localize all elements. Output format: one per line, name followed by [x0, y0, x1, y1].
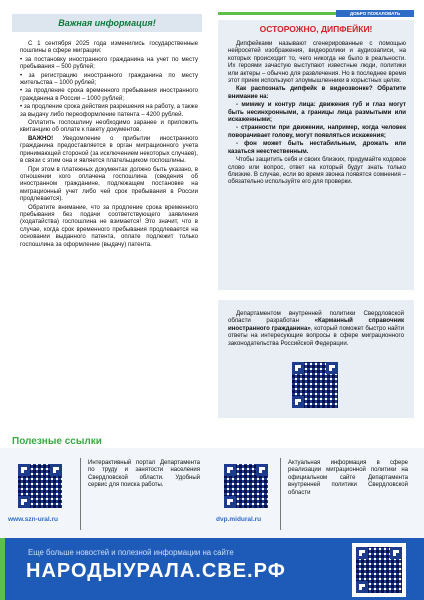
dvp-qr-code[interactable] [224, 464, 268, 508]
deepfake-question: Как распознать дипфейк в видеозвонке? Обратите внимание на: [228, 85, 406, 100]
deepfake-sign-2: - странности при движении, например, когда человек поворачивает голову, могут появляться искажения; [228, 124, 406, 139]
handbook-title: «Карманный справочник иностранного гражданина» [228, 317, 404, 332]
footer-subtitle: Еще больше новостей и полезной информации на сайте [28, 548, 234, 557]
fee-item-1: • за постановку иностранного гражданина на учет по месту пребывания – 500 рублей; [20, 55, 198, 71]
handbook-qr-code[interactable] [292, 362, 338, 408]
footer-site-link[interactable]: НАРОДЫУРАЛА.СВЕ.РФ [26, 560, 286, 582]
szn-description: Интерактивный портал Департамента по труду и занятости населения Свердловской области. Удобный сервис для поиска работы. [88, 460, 200, 489]
szn-url-link[interactable]: www.szn-ural.ru [8, 516, 58, 523]
dvp-description: Актуальная информация в сфере реализации миграционной политики на официальном сайте Департамента внутренней политики Свердловской области [288, 460, 408, 496]
divider-2 [280, 458, 281, 530]
useful-links-heading: Полезные ссылки [12, 436, 102, 447]
fee-item-4: • за продление срока действия разрешения на работу, а также за выдачу либо переоформление патента – 4200 рублей. [20, 103, 198, 118]
fees-intro: С 1 сентября 2025 года изменились государственные пошлины в сфере миграции: [20, 40, 198, 55]
divider-1 [80, 458, 81, 530]
extension-paragraph: Обратите внимание, что за продление срока временного пребывания без подачи соответствующего заявления (ходатайства) госпошлина не взимается! Это значит, что в случае, когда срок временного пребывания продлевается на основании выданного патента, оплате подлежит только госпошлина за оформление (выдачу) патента. [20, 203, 198, 248]
important-info-box [12, 14, 202, 382]
dvp-url-link[interactable]: dvp.midural.ru [216, 516, 262, 523]
important-info-body [20, 40, 198, 249]
brand-green-stripe [218, 12, 336, 15]
footer-qr-code[interactable] [356, 547, 402, 593]
deepfake-body [228, 40, 406, 187]
deepfake-title: ОСТОРОЖНО, ДИПФЕЙКИ! [259, 24, 373, 34]
deepfake-sign-3: - фон может быть нестабильным, дрожать или казаться неестественным. [228, 140, 406, 155]
deepfake-box [218, 20, 414, 290]
footer-qr-frame [352, 543, 406, 597]
handbook-text [228, 310, 404, 347]
payment-note: Оплатить госпошлину необходимо заранее и приложить квитанцию об оплате к пакету документов. [20, 119, 198, 134]
brand-bar [218, 10, 414, 18]
important-text: Уведомление о прибытии иностранного гражданина предоставляется в орган миграционного учета принимающей стороной (за исключением некоторых случаев), в связи с этим она и является плательщиком госпошлины. [20, 134, 198, 165]
deepfake-protection: Чтобы защитить себя и своих близких, придумайте кодовое слово или вопрос, ответ на который будут знать только близкие. В случае, если во время звонка появятся сомнения – обязательно используйте его для проверки. [228, 156, 406, 186]
handbook-post: , который поможет быстро найти ответы на интересующие вопросы в сфере миграционного законодательства Российской Федерации. [228, 324, 404, 347]
welcome-tag: ДОБРО ПОЖАЛОВАТЬ [336, 10, 414, 17]
footer-left-stripe [0, 538, 5, 600]
important-paragraph [20, 135, 198, 165]
szn-qr-code[interactable] [18, 464, 62, 508]
fee-item-3: • за продление срока временного пребывания иностранного гражданина в России – 1000 рублей; [20, 87, 198, 102]
important-info-title: Важная информация! [12, 14, 202, 32]
fee-item-2: • за регистрацию иностранного гражданина по месту жительства – 1000 рублей; [20, 71, 198, 87]
handbook-pre: Департаментом внутренней политики Свердловской области разработан [228, 310, 404, 325]
deepfake-sign-1: - мимику и контур лица: движения губ и глаз могут быть несинхронными, а границы лица размытыми или искаженными; [228, 101, 406, 124]
important-label: ВАЖНО! [28, 134, 54, 142]
payment-docs-paragraph: При этом в платежных документах должно быть указано, в отношении кого оплачена госпошлина (сведения об иностранном гражданине, подлежащем постановке на миграционный учет либо чей срок пребывания в России продлевается). [20, 165, 198, 203]
footer-banner [0, 538, 424, 600]
deepfake-definition: Дипфейками называют сгенерированные с помощью нейросетей изображения, видеоролики и аудиозаписи, на которых происходит то, чего никогда не было в реальности. Их героями зачастую выступают известные люди, политики или актеры – обычно для развлечения. Но в последнее время этот прием используют злоумышленники в корыстных целях. [228, 40, 406, 85]
handbook-box [218, 300, 414, 418]
